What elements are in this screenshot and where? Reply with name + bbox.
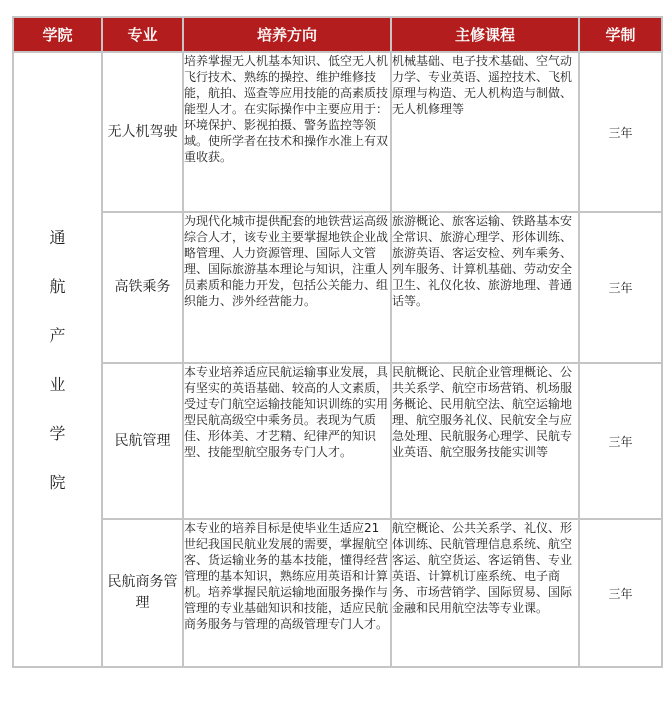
courses-cell: 机械基础、电子技术基础、空气动力学、专业英语、遥控技术、飞机原理与构造、无人机构造与制做、无人机修理等 bbox=[391, 52, 579, 212]
direction-cell: 培养掌握无人机基本知识、低空无人机飞行技术、熟练的操控、维护维修技能，航拍、巡查等应用技能的高素质技能型人才。在实际操作中主要应用于：环境保护、影视拍摄、警务监控等领域。使所学者在技术和操作水准上有双重收获。 bbox=[183, 52, 391, 212]
direction-cell: 本专业的培养目标是使毕业生适应21世纪我国民航业发展的需要，掌握航空客、货运输业务的基本技能，懂得经营管理的基本知识，熟练应用英语和计算机。培养掌握民航运输地面服务操作与管理的专业基础知识和技能，适应民航商务服务与管理的高级管理专门人才。 bbox=[183, 519, 391, 667]
major-cell: 无人机驾驶 bbox=[102, 52, 183, 212]
duration-cell: 三年 bbox=[579, 363, 662, 519]
table-row bbox=[13, 212, 662, 363]
table-row bbox=[13, 519, 662, 667]
table-row bbox=[13, 52, 662, 212]
duration-cell: 三年 bbox=[579, 52, 662, 212]
courses-cell: 民航概论、民航企业管理概论、公共关系学、航空市场营销、机场服务概论、民用航空法、航空运输地理、航空服务礼仪、民航安全与应急处理、民航服务心理学、民航专业英语、航空服务技能实训等 bbox=[391, 363, 579, 519]
college-char: 产 bbox=[49, 325, 66, 345]
header-courses: 主修课程 bbox=[391, 17, 579, 52]
header-major: 专业 bbox=[102, 17, 183, 52]
direction-cell: 为现代化城市提供配套的地铁营运高级综合人才，该专业主要掌握地铁企业战略管理、人力资源管理、国际人文管理、国际旅游基本理论与知识，注重人员素质和能力开发，包括公关能力、组织能力、涉外经营能力。 bbox=[183, 212, 391, 363]
major-cell: 高铁乘务 bbox=[102, 212, 183, 363]
major-cell: 民航商务管理 bbox=[102, 519, 183, 667]
program-table bbox=[12, 16, 663, 668]
duration-cell: 三年 bbox=[579, 212, 662, 363]
college-char: 业 bbox=[49, 374, 66, 394]
header-row bbox=[13, 17, 662, 52]
table-row bbox=[13, 363, 662, 519]
major-cell: 民航管理 bbox=[102, 363, 183, 519]
direction-cell: 本专业培养适应民航运输事业发展，具有坚实的英语基础、较高的人文素质，受过专门航空运输技能知识训练的实用型民航高级空中乘务员。表现为气质佳、形体美、才艺精、纪律严的知识型、技能型航空服务专门人才。 bbox=[183, 363, 391, 519]
duration-cell: 三年 bbox=[579, 519, 662, 667]
header-college: 学院 bbox=[13, 17, 102, 52]
college-char: 院 bbox=[49, 472, 66, 492]
header-duration: 学制 bbox=[579, 17, 662, 52]
college-char: 学 bbox=[49, 423, 66, 443]
header-direction: 培养方向 bbox=[183, 17, 391, 52]
college-char: 通 bbox=[49, 227, 66, 247]
courses-cell: 旅游概论、旅客运输、铁路基本安全常识、旅游心理学、形体训练、旅游英语、客运安检、列车乘务、列车服务、计算机基础、劳动安全卫生、礼仪化妆、旅游地理、普通话等。 bbox=[391, 212, 579, 363]
college-cell bbox=[13, 52, 102, 667]
college-char: 航 bbox=[49, 276, 66, 296]
courses-cell: 航空概论、公共关系学、礼仪、形体训练、民航管理信息系统、航空客运、航空货运、客运销售、专业英语、计算机订座系统、电子商务、市场营销学、国际贸易、国际金融和民用航空法等专业课。 bbox=[391, 519, 579, 667]
